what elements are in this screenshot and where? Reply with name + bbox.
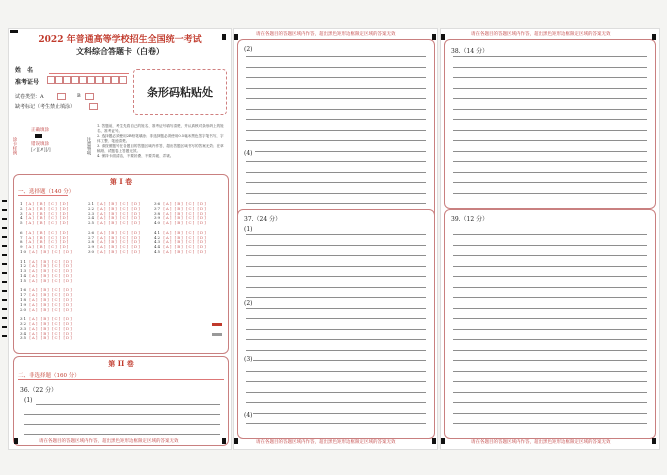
answer-line[interactable] [453, 371, 647, 372]
registration-mark [432, 34, 436, 40]
answer-line[interactable] [246, 371, 426, 372]
registration-mark [441, 438, 445, 444]
choice-options[interactable]: [A] [B] [C] [D] [29, 321, 73, 326]
question-number: 1 [20, 201, 26, 206]
answer-line[interactable] [24, 434, 220, 435]
answer-line[interactable] [246, 297, 426, 298]
answer-line[interactable] [246, 88, 426, 89]
answer-line[interactable] [246, 140, 426, 141]
answer-sheet-right [440, 28, 660, 450]
side-note: 涂卡样例 [12, 137, 17, 155]
choice-options[interactable]: [A] [B] [C] [D] [25, 215, 70, 221]
answer-line[interactable] [453, 413, 647, 414]
answer-line[interactable] [246, 56, 426, 57]
answer-lines[interactable] [445, 40, 655, 208]
question-number: 7 [20, 234, 26, 240]
choice-row[interactable] [154, 220, 207, 225]
timing-tick [2, 299, 7, 301]
answer-line[interactable] [453, 402, 647, 403]
answer-line[interactable] [453, 360, 647, 361]
choice-options[interactable]: [A] [B] [C] [D] [29, 277, 73, 283]
question-number: 19 [20, 301, 30, 307]
timing-tick [2, 236, 7, 238]
timing-tick [2, 335, 7, 337]
barcode-label: 条形码粘贴处 [147, 86, 213, 99]
choice-options[interactable]: [A] [B] [C] [D] [29, 301, 73, 307]
choice-options[interactable]: [A] [B] [C] [D] [163, 220, 207, 226]
question-number: 5 [20, 220, 26, 226]
answer-line[interactable] [246, 77, 426, 78]
q36-panel [13, 356, 229, 446]
question-number: 35 [20, 335, 30, 341]
missing-box[interactable] [89, 103, 98, 110]
timing-tick [2, 281, 7, 283]
answer-line[interactable] [246, 308, 426, 309]
choice-options[interactable]: [A] [B] [C] [D] [97, 201, 141, 206]
answer-line[interactable] [453, 98, 647, 99]
section-rule-2 [18, 379, 224, 380]
answer-line[interactable] [246, 255, 426, 256]
answer-line[interactable] [453, 255, 647, 256]
question-number: 37 [154, 205, 164, 211]
answer-line[interactable] [453, 182, 647, 183]
answer-line[interactable] [453, 423, 647, 424]
answer-line[interactable] [246, 276, 426, 277]
answer-line[interactable] [453, 161, 647, 162]
timing-tick [2, 326, 7, 328]
answer-line[interactable] [246, 130, 426, 131]
answer-line[interactable] [453, 297, 647, 298]
question-number: 15 [20, 277, 30, 283]
question-number: 14 [20, 273, 30, 278]
answer-line[interactable] [453, 67, 647, 68]
choice-options[interactable]: [A] [B] [C] [D] [29, 316, 73, 322]
q36-part4-label: (4) [244, 150, 253, 157]
question-number: 10 [20, 249, 30, 254]
choice-panel [13, 174, 229, 354]
registration-mark [222, 438, 226, 444]
answer-lines[interactable] [238, 210, 434, 438]
answer-line[interactable] [453, 56, 647, 57]
answer-sheet-middle [233, 28, 438, 450]
q37-part1-label: (1) [244, 226, 253, 233]
answer-line[interactable] [453, 287, 647, 288]
choice-options[interactable]: [A] [B] [C] [D] [25, 210, 70, 216]
answer-line[interactable] [453, 266, 647, 267]
question-number: 3 [20, 210, 26, 216]
question-number: 30 [88, 249, 98, 254]
choice-options[interactable]: [A] [B] [C] [D] [97, 234, 141, 240]
missing-label: 缺考标记（考生禁止填涂） [15, 104, 76, 110]
answer-lines[interactable] [445, 210, 655, 438]
choice-options[interactable]: [A] [B] [C] [D] [97, 205, 141, 211]
choice-options[interactable]: [A] [B] [C] [D] [97, 210, 141, 216]
choice-section-title: 一、选择题（140 分） [18, 189, 75, 195]
choice-options[interactable]: [A] [B] [C] [D] [25, 205, 70, 211]
registration-mark [432, 438, 436, 444]
answer-line[interactable] [246, 339, 426, 340]
name-label: 姓 名 [15, 67, 34, 74]
answer-line[interactable] [453, 119, 647, 120]
choice-row[interactable] [20, 220, 69, 225]
type-b-label: B [77, 93, 81, 99]
question-number: 42 [154, 234, 164, 240]
sheet-title: 文科综合答题卡（白卷） [76, 46, 164, 56]
choice-options[interactable]: [A] [B] [C] [D] [29, 335, 73, 341]
nonchoice-section-title: 二、非选择题（160 分） [18, 373, 80, 379]
q36-label: 36.（22 分） [20, 387, 58, 394]
choice-options[interactable]: [A] [B] [C] [D] [29, 258, 73, 264]
notes-list: 1. 答题前，考生先将自己的姓名、准考证号填写清楚，并认真核对条形码上的姓名、准考证号。 2. 选择题必须使用2B铅笔填涂；非选择题必须使用0.5毫米黑色签字笔书写，字体工整、笔迹清楚。 3. 请按照题号在各题目的答题区域内作答，超出答题区域书写的答案无效；在草稿纸、试题卷上答题无效。 4. 保持卡面清洁，不要折叠、不要弄破、弄皱。 [97, 124, 224, 158]
question-number: 2 [20, 205, 26, 211]
answer-line[interactable] [453, 308, 647, 309]
answer-line[interactable] [246, 67, 426, 68]
choice-row[interactable] [20, 278, 73, 283]
answer-line[interactable] [246, 234, 426, 235]
answer-line[interactable] [246, 350, 426, 351]
timing-tick [2, 245, 7, 247]
answer-line[interactable] [246, 360, 426, 361]
correct-fill-sample [35, 134, 42, 138]
timing-tick [2, 308, 7, 310]
choice-options[interactable]: [A] [B] [C] [D] [163, 210, 207, 216]
answer-lines[interactable] [238, 40, 434, 228]
paper-type-label: 试卷类型：A [15, 94, 44, 100]
choice-options[interactable]: [A] [B] [C] [D] [163, 229, 207, 235]
choice-options[interactable]: [A] [B] [C] [D] [29, 287, 73, 293]
notes-title: 注意事项 [86, 137, 91, 155]
question-number: 28 [88, 239, 98, 245]
answer-line[interactable] [453, 172, 647, 173]
warning-bottom: 请在各题目的答题区域内作答，超出黑色矩形边框限定区域的答案无效 [471, 440, 611, 445]
warning-text: 请在各题目的答题区域内作答，超出黑色矩形边框限定区域的答案无效 [39, 439, 179, 444]
answer-line[interactable] [453, 392, 647, 393]
q37-label: 37.（24 分） [244, 216, 282, 223]
answer-line[interactable] [453, 77, 647, 78]
timing-tick [2, 317, 7, 319]
answer-line[interactable] [36, 404, 220, 405]
question-number: 22 [88, 205, 98, 211]
answer-line[interactable] [246, 266, 426, 267]
choice-options[interactable]: [A] [B] [C] [D] [97, 215, 141, 221]
question-number: 29 [88, 244, 98, 250]
answer-line[interactable] [24, 424, 220, 425]
choice-options[interactable]: [A] [B] [C] [D] [163, 239, 207, 245]
question-number: 27 [88, 234, 98, 240]
choice-row[interactable] [88, 220, 141, 225]
registration-mark [222, 34, 226, 40]
choice-options[interactable]: [A] [B] [C] [D] [97, 220, 141, 226]
answer-line[interactable] [246, 287, 426, 288]
grey-mark-1 [212, 323, 222, 326]
answer-line[interactable] [453, 109, 647, 110]
choice-options[interactable]: [A] [B] [C] [D] [25, 201, 70, 206]
warning-top: 请在各题目的答题区域内作答，超出黑色矩形边框限定区域的答案无效 [256, 32, 396, 37]
choice-options[interactable]: [A] [B] [C] [D] [97, 229, 141, 235]
answer-line[interactable] [453, 276, 647, 277]
question-number: 44 [154, 244, 164, 250]
answer-line[interactable] [246, 392, 426, 393]
q36-continued-panel [237, 39, 435, 229]
choice-options[interactable]: [A] [B] [C] [D] [29, 325, 73, 331]
q38-panel [444, 39, 656, 209]
question-number: 24 [88, 215, 98, 221]
answer-line[interactable] [453, 318, 647, 319]
wrong-fill-label: 错误填涂 [31, 142, 49, 147]
answer-line[interactable] [453, 140, 647, 141]
choice-options[interactable]: [A] [B] [C] [D] [163, 201, 207, 206]
answer-line[interactable] [453, 245, 647, 246]
answer-line[interactable] [246, 329, 426, 330]
question-number: 6 [20, 229, 26, 235]
registration-mark [234, 34, 238, 40]
type-b-box[interactable] [85, 93, 94, 100]
grey-mark-2 [212, 333, 222, 336]
choice-row[interactable] [88, 249, 141, 254]
question-number: 23 [88, 210, 98, 216]
choice-options[interactable]: [A] [B] [C] [D] [163, 215, 207, 221]
timing-tick [2, 209, 7, 211]
answer-line[interactable] [246, 193, 426, 194]
choice-row[interactable] [20, 249, 73, 254]
choice-options[interactable]: [A] [B] [C] [D] [97, 249, 141, 254]
correct-fill-label: 正确填涂 [31, 128, 49, 133]
choice-options[interactable]: [A] [B] [C] [D] [25, 220, 70, 226]
answer-line[interactable] [246, 423, 426, 424]
choice-options[interactable]: [A] [B] [C] [D] [29, 292, 73, 298]
choice-options[interactable]: [A] [B] [C] [D] [29, 273, 73, 278]
answer-line[interactable] [453, 151, 647, 152]
q39-panel [444, 209, 656, 439]
timing-tick [2, 290, 7, 292]
choice-row[interactable] [154, 249, 207, 254]
answer-line[interactable] [453, 339, 647, 340]
choice-grid[interactable] [14, 197, 228, 347]
choice-options[interactable]: [A] [B] [C] [D] [29, 268, 73, 274]
timing-tick [2, 272, 7, 274]
question-number: 43 [154, 239, 164, 245]
answer-line[interactable] [453, 381, 647, 382]
answer-line[interactable] [246, 413, 426, 414]
question-number: 26 [88, 229, 98, 235]
question-number: 12 [20, 263, 30, 269]
choice-options[interactable]: [A] [B] [C] [D] [29, 297, 73, 302]
q38-label: 38.（14 分） [451, 48, 489, 55]
timing-tick [2, 227, 7, 229]
question-number: 13 [20, 268, 30, 274]
answer-line[interactable] [246, 318, 426, 319]
choice-options[interactable]: [A] [B] [C] [D] [25, 234, 70, 240]
timing-tick [2, 263, 7, 265]
q39-label: 39.（12 分） [451, 216, 489, 223]
choice-options[interactable]: [A] [B] [C] [D] [163, 205, 207, 211]
exam-title: 2022 年普通高等学校招生全国统一考试 [38, 35, 202, 45]
question-number: 8 [20, 239, 26, 245]
question-number: 33 [20, 325, 30, 331]
choice-options[interactable]: [A] [B] [C] [D] [29, 263, 73, 269]
registration-mark [441, 34, 445, 40]
q36-part1-label: (1) [24, 397, 33, 404]
registration-mark [652, 34, 656, 40]
answer-line[interactable] [246, 203, 426, 204]
answer-line[interactable] [246, 98, 426, 99]
choice-options[interactable]: [A] [B] [C] [D] [29, 306, 73, 312]
question-number: 45 [154, 249, 164, 254]
question-number: 11 [20, 258, 30, 264]
timing-tick [2, 254, 7, 256]
registration-mark [234, 438, 238, 444]
answer-line[interactable] [453, 350, 647, 351]
type-a-box[interactable] [57, 93, 66, 100]
part2-title: 第 II 卷 [108, 359, 134, 368]
warning-bottom: 请在各题目的答题区域内作答，超出黑色矩形边框限定区域的答案无效 [256, 440, 396, 445]
answer-line[interactable] [453, 88, 647, 89]
choice-options[interactable]: [A] [B] [C] [D] [163, 244, 207, 250]
q37-part3-label: (3) [244, 356, 253, 363]
answer-line[interactable] [453, 234, 647, 235]
answer-line[interactable] [246, 182, 426, 183]
name-line [49, 73, 129, 74]
question-number: 25 [88, 220, 98, 226]
timing-tick [2, 200, 7, 202]
question-number: 20 [20, 306, 30, 312]
question-number: 34 [20, 330, 30, 336]
registration-mark [10, 30, 18, 33]
choice-options[interactable]: [A] [B] [C] [D] [163, 249, 207, 254]
question-number: 39 [154, 215, 164, 221]
q37-part4-label: (4) [244, 412, 253, 419]
answer-line[interactable] [246, 161, 426, 162]
answer-line[interactable] [246, 109, 426, 110]
choice-options[interactable]: [A] [B] [C] [D] [97, 244, 141, 250]
q37-panel [237, 209, 435, 439]
question-number: 17 [20, 292, 30, 298]
registration-mark [14, 438, 18, 444]
choice-options[interactable]: [A] [B] [C] [D] [25, 229, 70, 235]
question-number: 16 [20, 287, 30, 293]
exam-number-label: 准考证号 [15, 79, 40, 86]
timing-marks [2, 200, 8, 340]
choice-options[interactable]: [A] [B] [C] [D] [163, 234, 207, 240]
q37-part2-label: (2) [244, 300, 253, 307]
question-number: 40 [154, 220, 164, 226]
answer-line[interactable] [246, 381, 426, 382]
question-number: 31 [20, 316, 30, 322]
choice-row[interactable] [20, 335, 73, 340]
timing-tick [2, 218, 7, 220]
q36-part2-label: (2) [244, 46, 253, 53]
section-rule [18, 195, 68, 196]
question-number: 4 [20, 215, 26, 221]
answer-line[interactable] [453, 193, 647, 194]
answer-line[interactable] [246, 151, 426, 152]
wrong-fill-sample: [✓][✗][/] [31, 148, 51, 153]
question-number: 21 [88, 201, 98, 206]
answer-line[interactable] [246, 119, 426, 120]
choice-options[interactable]: [A] [B] [C] [D] [25, 244, 70, 250]
question-number: 18 [20, 297, 30, 302]
choice-row[interactable] [20, 307, 73, 312]
answer-line[interactable] [246, 402, 426, 403]
answer-line[interactable] [453, 130, 647, 131]
choice-options[interactable]: [A] [B] [C] [D] [29, 249, 73, 254]
answer-line[interactable] [453, 329, 647, 330]
warning-top: 请在各题目的答题区域内作答，超出黑色矩形边框限定区域的答案无效 [471, 32, 611, 37]
answer-line[interactable] [246, 172, 426, 173]
question-number: 41 [154, 229, 164, 235]
question-number: 38 [154, 210, 164, 216]
answer-line[interactable] [246, 245, 426, 246]
answer-line[interactable] [24, 414, 220, 415]
choice-options[interactable]: [A] [B] [C] [D] [25, 239, 70, 245]
registration-mark [652, 438, 656, 444]
choice-options[interactable]: [A] [B] [C] [D] [29, 330, 73, 336]
barcode-area [133, 69, 227, 115]
question-number: 36 [154, 201, 164, 206]
exam-number-boxes[interactable] [47, 76, 129, 84]
question-number: 9 [20, 244, 26, 250]
question-number: 32 [20, 321, 30, 326]
choice-options[interactable]: [A] [B] [C] [D] [97, 239, 141, 245]
part1-title: 第 I 卷 [109, 177, 133, 186]
answer-sheet-left [8, 28, 232, 450]
